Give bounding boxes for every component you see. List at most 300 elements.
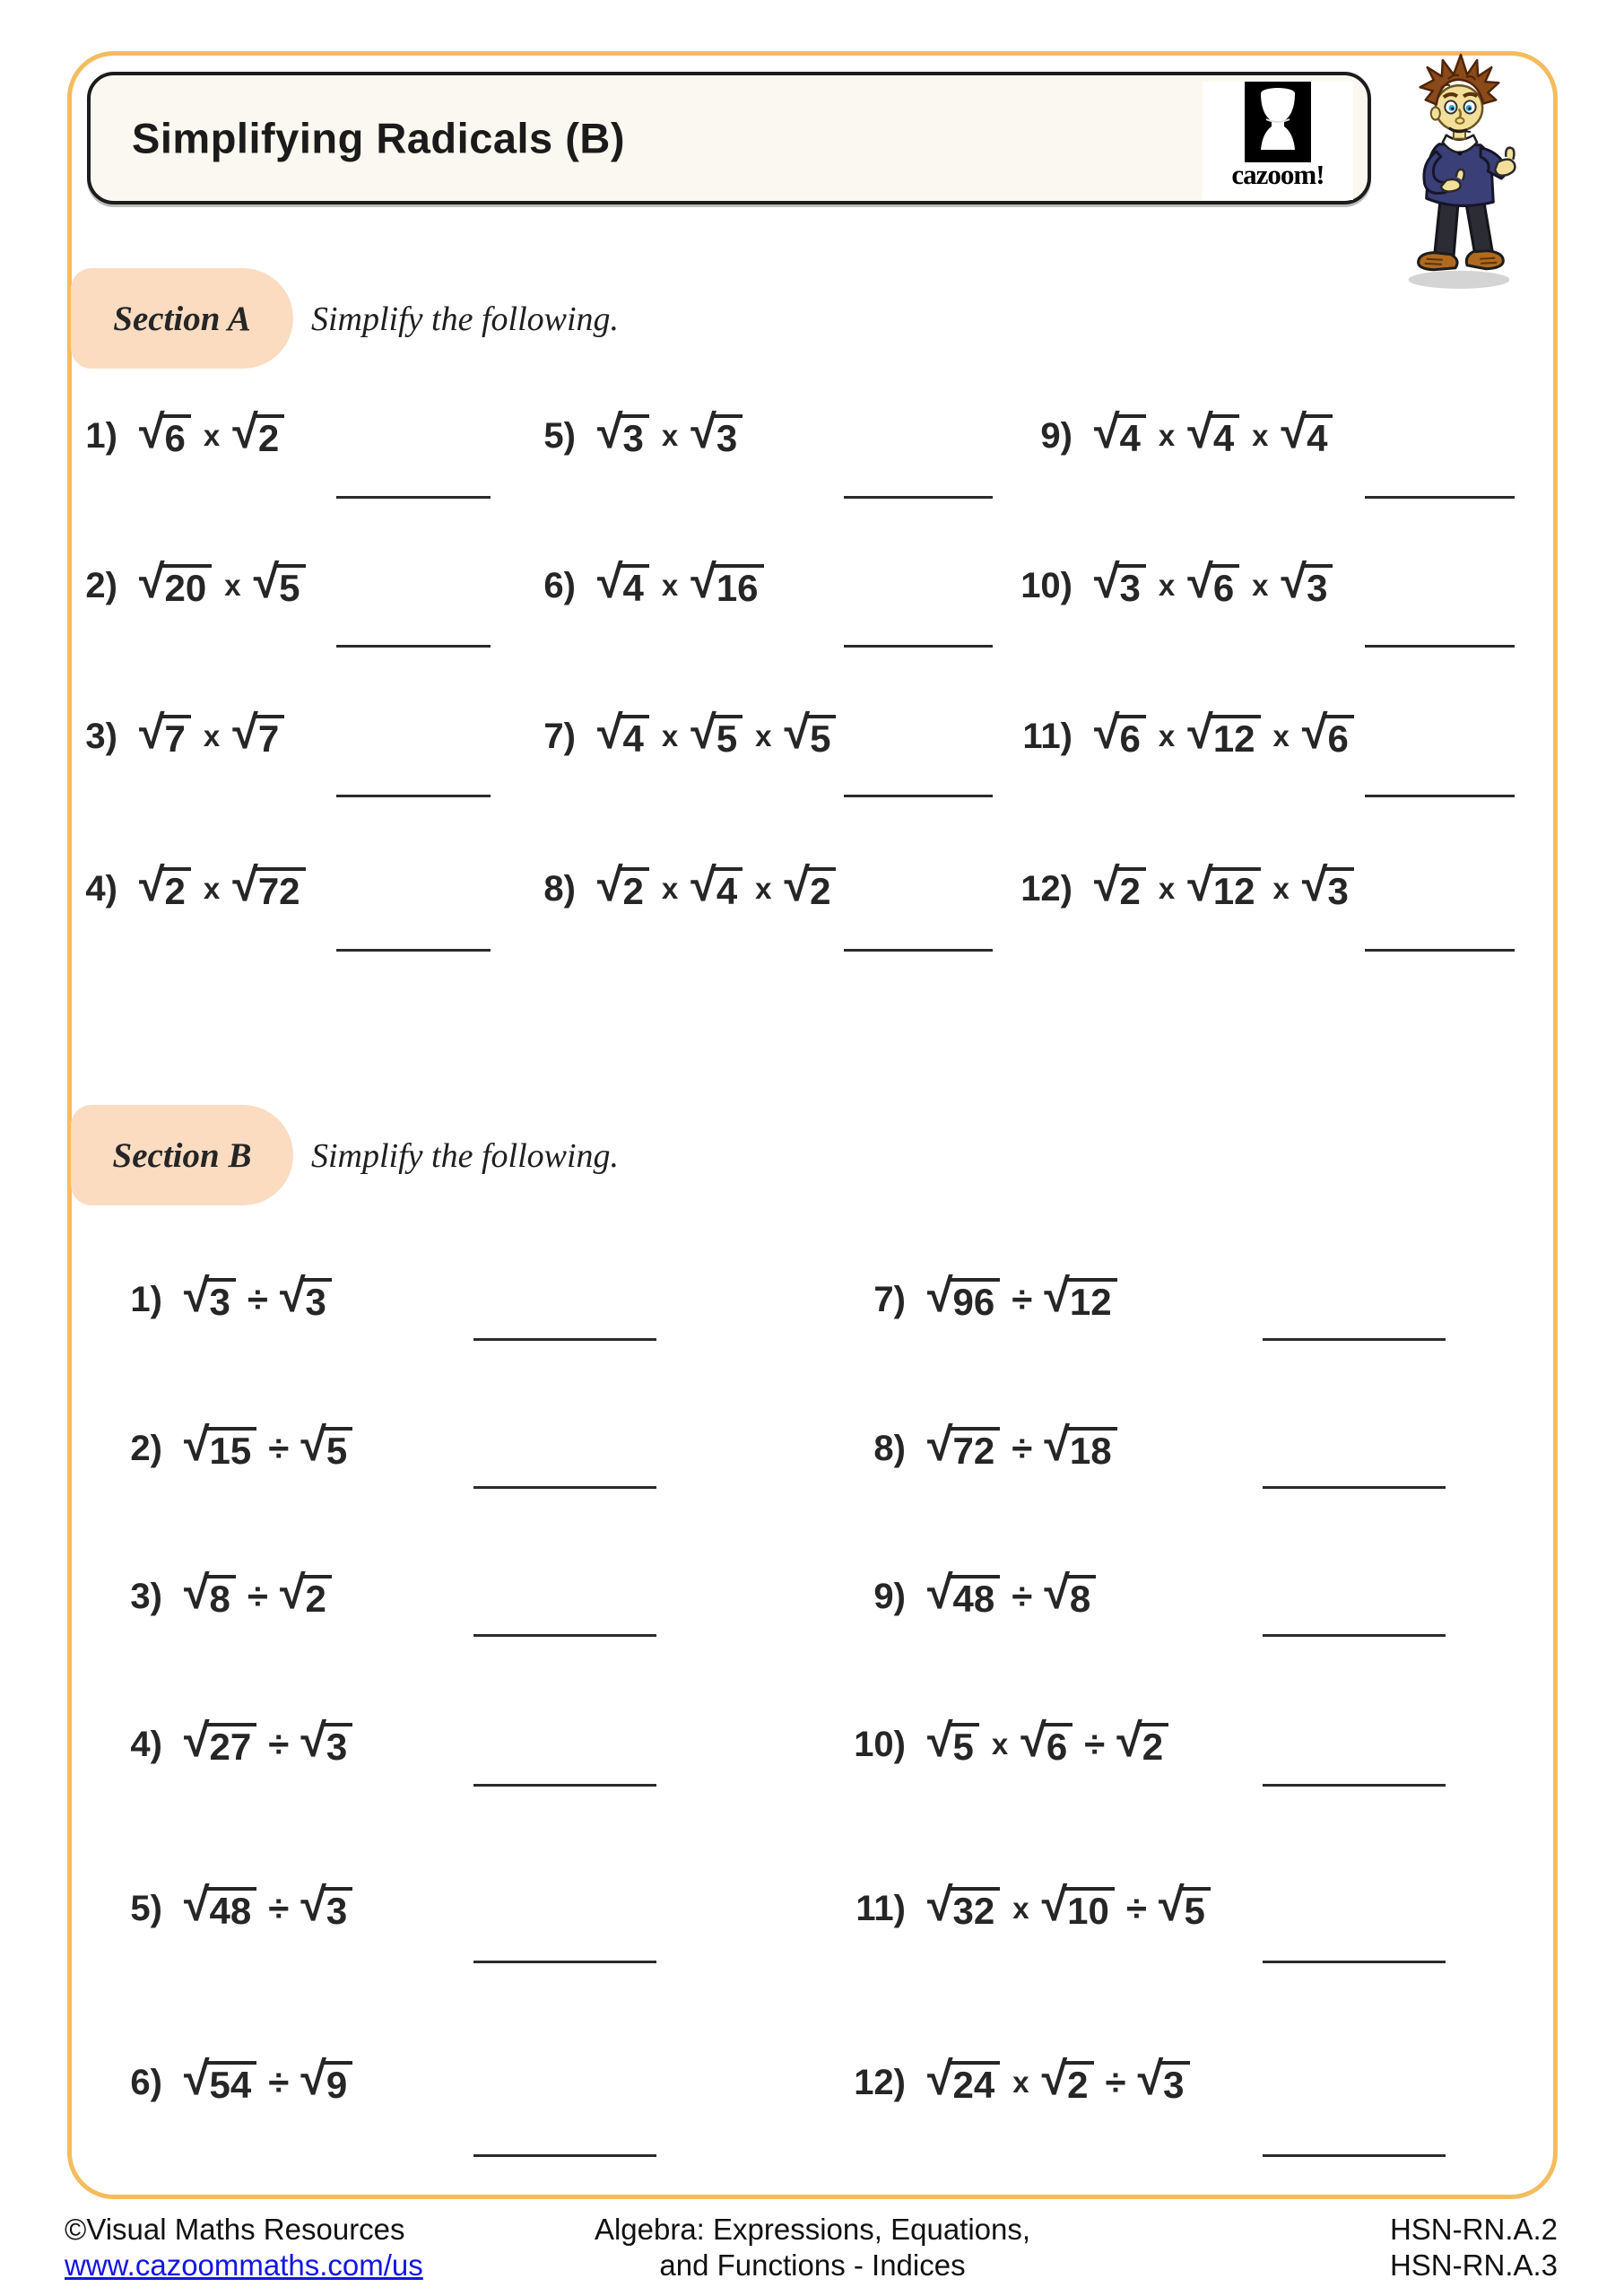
problem-expression: [184, 1567, 332, 1620]
divide-operator: ÷: [1125, 1887, 1147, 1929]
answer-line-a-4[interactable]: [336, 949, 491, 952]
djembe-drum-icon: [1245, 82, 1311, 162]
radicand: 5: [274, 564, 305, 609]
radical-sign-icon: √: [927, 1567, 953, 1619]
sqrt-term: [184, 1715, 256, 1768]
problem-expression: [927, 1879, 1211, 1932]
website-link[interactable]: www.cazoommaths.com/us: [65, 2248, 423, 2282]
radicand: 6: [161, 414, 191, 459]
radicand: 32: [949, 1887, 1001, 1932]
sqrt-term: [784, 859, 837, 912]
problem-a-3: [85, 707, 284, 760]
sqrt-term: [1094, 556, 1146, 609]
radical-sign-icon: √: [1281, 406, 1307, 458]
radicand: 48: [949, 1575, 1001, 1620]
sqrt-term: [927, 1879, 1000, 1932]
radical-sign-icon: √: [927, 1270, 953, 1322]
problem-expression: [927, 2053, 1190, 2106]
radical-sign-icon: √: [597, 556, 623, 608]
radicand: 6: [1042, 1723, 1073, 1768]
sqrt-term: [232, 707, 284, 760]
radical-sign-icon: √: [1137, 2053, 1164, 2105]
sqrt-term: [184, 1879, 256, 1932]
radical-sign-icon: √: [1044, 1419, 1070, 1471]
problem-expression: [1094, 556, 1333, 609]
radical-sign-icon: √: [1044, 1567, 1070, 1619]
sqrt-term: [1041, 2053, 1094, 2106]
standard-code-2: HSN-RN.A.3: [1389, 2248, 1558, 2282]
multiply-operator: x: [661, 719, 679, 752]
radical-sign-icon: √: [1158, 1879, 1185, 1931]
radicand: 5: [949, 1723, 979, 1768]
sqrt-term: [690, 707, 743, 760]
problem-expression: [597, 859, 836, 912]
multiply-operator: x: [224, 569, 241, 602]
sqrt-term: [184, 1270, 236, 1323]
problem-expression: [184, 1879, 352, 1932]
problem-number: 4): [130, 1725, 162, 1764]
problem-number: 1): [130, 1280, 162, 1319]
radicand: 4: [1209, 414, 1239, 459]
radical-sign-icon: √: [690, 707, 716, 759]
multiply-operator: x: [1252, 419, 1269, 452]
section-b-instruction: Simplify the following.: [311, 1137, 620, 1175]
radical-sign-icon: √: [232, 859, 258, 911]
problem-b-9: [841, 1567, 1096, 1620]
radical-sign-icon: √: [1187, 406, 1213, 458]
sqrt-term: [597, 556, 649, 609]
sqrt-term: [139, 556, 212, 609]
problem-number: 2): [130, 1429, 162, 1468]
radicand: 5: [805, 715, 836, 760]
multiply-operator: x: [661, 569, 679, 602]
problem-number: 3): [130, 1577, 162, 1616]
radical-sign-icon: √: [690, 406, 716, 458]
radicand: 9: [322, 2061, 352, 2106]
radical-sign-icon: √: [927, 2053, 953, 2105]
radical-sign-icon: √: [300, 2053, 326, 2105]
problem-number: 10): [854, 1725, 906, 1764]
radical-sign-icon: √: [690, 556, 716, 608]
footer-topic: [67, 2212, 1558, 2283]
cazoom-logo-text: cazoom!: [1231, 159, 1324, 190]
radicand: 4: [1302, 414, 1333, 459]
radical-sign-icon: √: [927, 1715, 953, 1767]
problem-a-6: [538, 556, 764, 609]
radical-sign-icon: √: [300, 1419, 326, 1471]
problem-number: 12): [854, 2063, 906, 2102]
problem-a-9: [1013, 406, 1333, 459]
radicand: 3: [1116, 564, 1146, 609]
multiply-operator: x: [203, 872, 221, 905]
sqrt-term: [1158, 1879, 1211, 1932]
radicand: 72: [254, 867, 306, 912]
answer-line-b-3[interactable]: [473, 1634, 656, 1637]
page-title: Simplifying Radicals (B): [132, 114, 625, 162]
answer-line-a-7[interactable]: [844, 795, 993, 797]
problem-expression: [927, 1419, 1117, 1472]
sqrt-term: [927, 1419, 1000, 1472]
problem-expression: [184, 1270, 332, 1323]
problem-number: 9): [1040, 416, 1073, 456]
sqrt-term: [1041, 1879, 1115, 1932]
divide-operator: ÷: [268, 1887, 290, 1929]
problem-a-2: [85, 556, 306, 609]
multiply-operator: x: [1252, 569, 1269, 602]
radicand: 2: [619, 867, 649, 912]
multiply-operator: x: [1158, 419, 1176, 452]
radicand: 20: [161, 564, 213, 609]
radicand: 3: [619, 414, 649, 459]
radicand: 2: [1063, 2061, 1093, 2106]
problem-number: 11): [1022, 717, 1073, 756]
cazoom-logo: [1203, 82, 1353, 200]
sqrt-term: [1020, 1715, 1073, 1768]
answer-line-a-12[interactable]: [1365, 949, 1515, 952]
sqrt-term: [1044, 1419, 1116, 1472]
sqrt-term: [927, 1567, 1000, 1620]
sqrt-term: [1094, 707, 1146, 760]
section-a-instruction: Simplify the following.: [311, 300, 620, 338]
problem-b-2: [112, 1419, 352, 1472]
sqrt-term: [300, 1879, 352, 1932]
radicand: 6: [1323, 715, 1353, 760]
sqrt-term: [1187, 707, 1260, 760]
copyright-text: ©Visual Maths Resources: [65, 2213, 405, 2246]
divide-operator: ÷: [268, 1723, 290, 1765]
multiply-operator: x: [203, 719, 221, 752]
problem-b-4: [112, 1715, 352, 1768]
problem-number: 7): [543, 717, 576, 756]
sqrt-term: [927, 1270, 1000, 1323]
problem-a-11: [1013, 707, 1354, 760]
sqrt-term: [300, 2053, 352, 2106]
radical-sign-icon: √: [927, 1419, 953, 1471]
problem-b-10: [841, 1715, 1168, 1768]
problem-number: 8): [543, 869, 576, 909]
sqrt-term: [1187, 859, 1260, 912]
answer-line-b-2[interactable]: [473, 1486, 656, 1489]
radicand: 3: [301, 1278, 332, 1323]
radicand: 2: [161, 867, 191, 912]
radicand: 3: [205, 1278, 236, 1323]
divide-operator: ÷: [268, 1427, 290, 1469]
radicand: 12: [1065, 1278, 1117, 1323]
problem-expression: [184, 1715, 352, 1768]
problem-expression: [139, 406, 284, 459]
sqrt-term: [927, 2053, 1000, 2106]
sqrt-term: [1301, 859, 1354, 912]
radicand: 4: [712, 867, 743, 912]
section-b-title: Section B: [112, 1135, 252, 1175]
sqrt-term: [1281, 406, 1333, 459]
problem-expression: [1094, 406, 1333, 459]
radical-sign-icon: √: [1041, 2053, 1068, 2105]
problem-number: 10): [1020, 566, 1073, 605]
radical-sign-icon: √: [1301, 859, 1328, 911]
divide-operator: ÷: [1012, 1427, 1033, 1469]
radicand: 2: [1138, 1723, 1168, 1768]
radical-sign-icon: √: [279, 1270, 306, 1322]
problem-b-7: [841, 1270, 1117, 1323]
radical-sign-icon: √: [279, 1567, 306, 1619]
multiply-operator: x: [1272, 872, 1290, 905]
radicand: 3: [712, 414, 743, 459]
sqrt-term: [1116, 1715, 1168, 1768]
sqrt-term: [1187, 556, 1239, 609]
problem-number: 11): [855, 1889, 906, 1928]
problem-expression: [927, 1715, 1168, 1768]
radicand: 2: [254, 414, 284, 459]
divide-operator: ÷: [1105, 2061, 1126, 2103]
radical-sign-icon: √: [1116, 1715, 1142, 1767]
radicand: 2: [805, 867, 836, 912]
answer-line-a-10[interactable]: [1365, 645, 1515, 648]
radicand: 15: [205, 1427, 257, 1472]
sqrt-term: [139, 406, 191, 459]
radicand: 16: [712, 564, 764, 609]
radicand: 7: [254, 715, 284, 760]
radical-sign-icon: √: [184, 1419, 210, 1471]
radical-sign-icon: √: [184, 2053, 210, 2105]
radicand: 5: [712, 715, 743, 760]
problem-b-6: [112, 2053, 352, 2106]
problem-a-1: [85, 406, 284, 459]
sqrt-term: [597, 406, 649, 459]
answer-line-b-6[interactable]: [473, 2154, 656, 2157]
radicand: 3: [1159, 2061, 1189, 2106]
sqrt-term: [597, 859, 649, 912]
multiply-operator: x: [661, 419, 679, 452]
radical-sign-icon: √: [1094, 406, 1120, 458]
answer-line-b-4[interactable]: [473, 1784, 656, 1787]
answer-line-b-11[interactable]: [1263, 1961, 1446, 1963]
radical-sign-icon: √: [1094, 707, 1120, 759]
divide-operator: ÷: [247, 1278, 268, 1320]
problem-number: 3): [85, 717, 117, 756]
answer-line-a-3[interactable]: [336, 795, 491, 797]
divide-operator: ÷: [1012, 1278, 1033, 1320]
radical-sign-icon: √: [1187, 859, 1213, 911]
sqrt-term: [1301, 707, 1354, 760]
multiply-operator: x: [1012, 1892, 1029, 1925]
sqrt-term: [784, 707, 837, 760]
radical-sign-icon: √: [184, 1567, 210, 1619]
sqrt-term: [139, 859, 191, 912]
multiply-operator: x: [1272, 719, 1290, 752]
radicand: 3: [1302, 564, 1333, 609]
radical-sign-icon: √: [232, 406, 258, 458]
footer-standards: [1390, 2212, 1558, 2283]
multiply-operator: x: [203, 419, 221, 452]
radicand: 5: [322, 1427, 352, 1472]
problem-a-5: [538, 406, 743, 459]
radicand: 72: [949, 1427, 1001, 1472]
sqrt-term: [300, 1419, 352, 1472]
answer-line-a-1[interactable]: [336, 496, 491, 499]
answer-line-a-11[interactable]: [1365, 795, 1515, 797]
sqrt-term: [597, 707, 649, 760]
mascot-boy-illustration: [1392, 52, 1532, 296]
radical-sign-icon: √: [784, 859, 811, 911]
problem-b-8: [841, 1419, 1117, 1472]
radical-sign-icon: √: [1041, 1879, 1068, 1931]
radicand: 6: [1116, 715, 1146, 760]
multiply-operator: x: [661, 872, 679, 905]
radical-sign-icon: √: [139, 556, 165, 608]
sqrt-term: [1094, 859, 1146, 912]
radicand: 4: [619, 715, 649, 760]
divide-operator: ÷: [247, 1575, 268, 1617]
problem-b-12: [841, 2053, 1190, 2106]
sqrt-term: [1044, 1270, 1116, 1323]
answer-line-a-8[interactable]: [844, 949, 993, 952]
sqrt-term: [1281, 556, 1333, 609]
answer-line-b-5[interactable]: [473, 1961, 656, 1963]
radicand: 96: [949, 1278, 1001, 1323]
answer-line-a-6[interactable]: [844, 645, 993, 648]
sqrt-term: [690, 406, 743, 459]
sqrt-term: [1137, 2053, 1190, 2106]
radical-sign-icon: √: [1094, 859, 1120, 911]
answer-line-b-10[interactable]: [1263, 1784, 1446, 1787]
problem-b-11: [841, 1879, 1211, 1932]
radical-sign-icon: √: [300, 1715, 326, 1767]
multiply-operator: x: [1158, 569, 1176, 602]
divide-operator: ÷: [1084, 1723, 1106, 1765]
answer-line-a-2[interactable]: [336, 645, 491, 648]
radical-sign-icon: √: [184, 1270, 210, 1322]
section-b-pill: [71, 1105, 293, 1205]
problem-b-1: [112, 1270, 332, 1323]
problem-expression: [139, 859, 306, 912]
problem-a-10: [1013, 556, 1333, 609]
radicand: 3: [322, 1887, 352, 1932]
radicand: 27: [205, 1723, 257, 1768]
sqrt-term: [927, 1715, 979, 1768]
radical-sign-icon: √: [1187, 556, 1213, 608]
problem-number: 12): [1020, 869, 1073, 909]
answer-line-a-5[interactable]: [844, 496, 993, 499]
problem-a-7: [538, 707, 836, 760]
sqrt-term: [1044, 1567, 1096, 1620]
radicand: 3: [322, 1723, 352, 1768]
sqrt-term: [232, 859, 305, 912]
sqrt-term: [279, 1270, 332, 1323]
radicand: 2: [301, 1575, 332, 1620]
radical-sign-icon: √: [1281, 556, 1307, 608]
title-box: [87, 72, 1371, 204]
problem-number: 5): [130, 1889, 162, 1928]
sqrt-term: [300, 1715, 352, 1768]
radical-sign-icon: √: [232, 707, 258, 759]
radical-sign-icon: √: [784, 707, 811, 759]
answer-line-a-9[interactable]: [1365, 496, 1515, 499]
multiply-operator: x: [755, 719, 772, 752]
problem-expression: [597, 556, 764, 609]
sqrt-term: [253, 556, 306, 609]
radicand: 12: [1209, 867, 1261, 912]
problem-a-12: [1013, 859, 1354, 912]
answer-line-b-7[interactable]: [1263, 1338, 1446, 1341]
sqrt-term: [690, 556, 763, 609]
answer-line-b-12[interactable]: [1263, 2154, 1446, 2157]
problem-expression: [927, 1270, 1117, 1323]
problem-number: 1): [85, 416, 117, 456]
problem-number: 5): [543, 416, 576, 456]
topic-line-2: and Functions - Indices: [659, 2248, 966, 2282]
radical-sign-icon: √: [1044, 1270, 1070, 1322]
divide-operator: ÷: [268, 2061, 290, 2103]
radical-sign-icon: √: [597, 707, 623, 759]
radical-sign-icon: √: [597, 859, 623, 911]
problem-expression: [184, 2053, 352, 2106]
radicand: 3: [1323, 867, 1353, 912]
section-a-title: Section A: [113, 299, 251, 338]
radical-sign-icon: √: [300, 1879, 326, 1931]
problem-number: 9): [873, 1577, 906, 1616]
radical-sign-icon: √: [139, 859, 165, 911]
problem-expression: [139, 556, 306, 609]
multiply-operator: x: [755, 872, 772, 905]
problem-expression: [184, 1419, 352, 1472]
radicand: 54: [205, 2061, 257, 2106]
radicand: 12: [1209, 715, 1261, 760]
divide-operator: ÷: [1012, 1575, 1033, 1617]
answer-line-b-8[interactable]: [1263, 1486, 1446, 1489]
radical-sign-icon: √: [597, 406, 623, 458]
problem-expression: [139, 707, 284, 760]
problem-expression: [1094, 859, 1354, 912]
sqrt-term: [1094, 406, 1146, 459]
radical-sign-icon: √: [1187, 707, 1213, 759]
multiply-operator: x: [991, 1727, 1009, 1761]
multiply-operator: x: [1012, 2066, 1029, 2099]
radical-sign-icon: √: [184, 1715, 210, 1767]
radicand: 18: [1065, 1427, 1117, 1472]
radicand: 5: [1180, 1887, 1211, 1932]
problem-a-4: [85, 859, 306, 912]
problem-expression: [927, 1567, 1096, 1620]
radical-sign-icon: √: [139, 707, 165, 759]
radicand: 6: [1209, 564, 1239, 609]
radicand: 4: [1116, 414, 1146, 459]
sqrt-term: [232, 406, 284, 459]
problem-a-8: [538, 859, 836, 912]
radicand: 4: [619, 564, 649, 609]
problem-number: 4): [85, 869, 117, 909]
problem-number: 8): [873, 1429, 906, 1468]
problem-expression: [597, 707, 836, 760]
problem-expression: [597, 406, 743, 459]
sqrt-term: [1187, 406, 1239, 459]
answer-line-b-9[interactable]: [1263, 1634, 1446, 1637]
radicand: 8: [1065, 1575, 1096, 1620]
topic-line-1: Algebra: Expressions, Equations,: [594, 2213, 1031, 2246]
radical-sign-icon: √: [184, 1879, 210, 1931]
radicand: 7: [161, 715, 191, 760]
answer-line-b-1[interactable]: [473, 1338, 656, 1341]
problem-number: 2): [85, 566, 117, 605]
radical-sign-icon: √: [690, 859, 716, 911]
radical-sign-icon: √: [1301, 707, 1328, 759]
problem-expression: [1094, 707, 1354, 760]
radical-sign-icon: √: [927, 1879, 953, 1931]
standard-code-1: HSN-RN.A.2: [1389, 2213, 1558, 2246]
problem-number: 6): [130, 2063, 162, 2102]
page-border: [67, 51, 1558, 2199]
problem-number: 6): [543, 566, 576, 605]
